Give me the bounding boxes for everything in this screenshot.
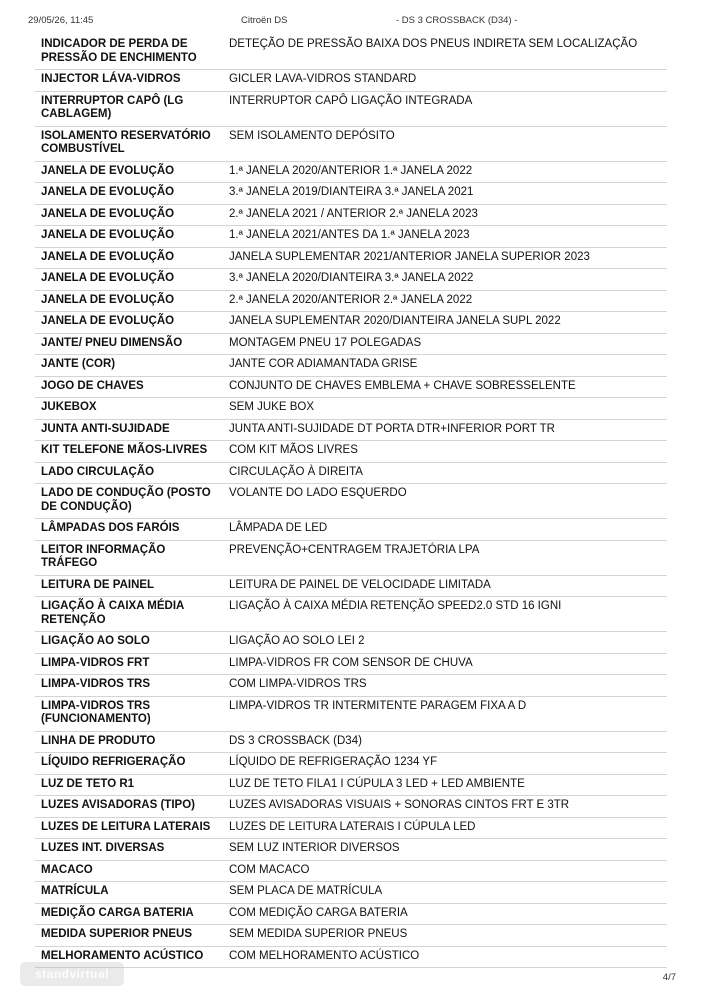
spec-row bbox=[35, 925, 667, 947]
spec-key: LUZ DE TETO R1 bbox=[35, 774, 223, 796]
spec-row bbox=[35, 376, 667, 398]
spec-key: LUZES INT. DIVERSAS bbox=[35, 839, 223, 861]
spec-row bbox=[35, 860, 667, 882]
spec-value: DETEÇÃO DE PRESSÃO BAIXA DOS PNEUS INDIRETA SEM LOCALIZAÇÃO bbox=[223, 35, 667, 70]
spec-value: GICLER LAVA-VIDROS STANDARD bbox=[223, 70, 667, 92]
spec-value: MONTAGEM PNEU 17 POLEGADAS bbox=[223, 333, 667, 355]
spec-key: LIGAÇÃO AO SOLO bbox=[35, 632, 223, 654]
spec-key: LEITOR INFORMAÇÃO TRÁFEGO bbox=[35, 540, 223, 575]
spec-value: LIGAÇÃO AO SOLO LEI 2 bbox=[223, 632, 667, 654]
spec-key: LIMPA-VIDROS TRS bbox=[35, 675, 223, 697]
spec-key: INTERRUPTOR CAPÔ (LG CABLAGEM) bbox=[35, 91, 223, 126]
spec-value: JANTE COR ADIAMANTADA GRISE bbox=[223, 355, 667, 377]
spec-value: 1.ª JANELA 2020/ANTERIOR 1.ª JANELA 2022 bbox=[223, 161, 667, 183]
spec-key: MATRÍCULA bbox=[35, 882, 223, 904]
spec-value: LIMPA-VIDROS FR COM SENSOR DE CHUVA bbox=[223, 653, 667, 675]
spec-row bbox=[35, 398, 667, 420]
spec-row bbox=[35, 247, 667, 269]
spec-row bbox=[35, 903, 667, 925]
spec-row bbox=[35, 70, 667, 92]
spec-value: 1.ª JANELA 2021/ANTES DA 1.ª JANELA 2023 bbox=[223, 226, 667, 248]
spec-value: LÂMPADA DE LED bbox=[223, 519, 667, 541]
spec-table-body bbox=[35, 35, 667, 968]
spec-value: PREVENÇÃO+CENTRAGEM TRAJETÓRIA LPA bbox=[223, 540, 667, 575]
spec-row bbox=[35, 731, 667, 753]
spec-value: LUZ DE TETO FILA1 I CÚPULA 3 LED + LED AMBIENTE bbox=[223, 774, 667, 796]
spec-key: LIMPA-VIDROS FRT bbox=[35, 653, 223, 675]
spec-row bbox=[35, 575, 667, 597]
spec-row bbox=[35, 355, 667, 377]
spec-value: LUZES AVISADORAS VISUAIS + SONORAS CINTOS FRT E 3TR bbox=[223, 796, 667, 818]
spec-value: DS 3 CROSSBACK (D34) bbox=[223, 731, 667, 753]
spec-key: INJECTOR LÁVA-VIDROS bbox=[35, 70, 223, 92]
spec-key: ISOLAMENTO RESERVATÓRIO COMBUSTÍVEL bbox=[35, 126, 223, 161]
spec-value: JANELA SUPLEMENTAR 2020/DIANTEIRA JANELA SUPL 2022 bbox=[223, 312, 667, 334]
spec-row bbox=[35, 946, 667, 968]
spec-row bbox=[35, 817, 667, 839]
spec-value: 3.ª JANELA 2020/DIANTEIRA 3.ª JANELA 2022 bbox=[223, 269, 667, 291]
spec-row bbox=[35, 226, 667, 248]
spec-row bbox=[35, 597, 667, 632]
spec-key: LADO CIRCULAÇÃO bbox=[35, 462, 223, 484]
spec-key: LEITURA DE PAINEL bbox=[35, 575, 223, 597]
spec-row bbox=[35, 290, 667, 312]
spec-row bbox=[35, 540, 667, 575]
spec-value: LIGAÇÃO À CAIXA MÉDIA RETENÇÃO SPEED2.0 STD 16 IGNI bbox=[223, 597, 667, 632]
spec-key: MEDIDA SUPERIOR PNEUS bbox=[35, 925, 223, 947]
spec-value: 2.ª JANELA 2020/ANTERIOR 2.ª JANELA 2022 bbox=[223, 290, 667, 312]
spec-key: KIT TELEFONE MÃOS-LIVRES bbox=[35, 441, 223, 463]
spec-row bbox=[35, 774, 667, 796]
watermark-logo: standvirtual bbox=[20, 962, 124, 986]
spec-row bbox=[35, 333, 667, 355]
print-site-name: Citroën DS bbox=[241, 15, 288, 26]
spec-key: JUNTA ANTI-SUJIDADE bbox=[35, 419, 223, 441]
spec-value: 2.ª JANELA 2021 / ANTERIOR 2.ª JANELA 2023 bbox=[223, 204, 667, 226]
spec-row bbox=[35, 753, 667, 775]
spec-key: INDICADOR DE PERDA DE PRESSÃO DE ENCHIMENTO bbox=[35, 35, 223, 70]
spec-row bbox=[35, 675, 667, 697]
spec-row bbox=[35, 796, 667, 818]
spec-value: COM KIT MÃOS LIVRES bbox=[223, 441, 667, 463]
spec-value: INTERRUPTOR CAPÔ LIGAÇÃO INTEGRADA bbox=[223, 91, 667, 126]
spec-row bbox=[35, 462, 667, 484]
spec-key: JUKEBOX bbox=[35, 398, 223, 420]
spec-key: LUZES DE LEITURA LATERAIS bbox=[35, 817, 223, 839]
spec-value: SEM ISOLAMENTO DEPÓSITO bbox=[223, 126, 667, 161]
spec-row bbox=[35, 161, 667, 183]
spec-row bbox=[35, 126, 667, 161]
spec-key: JANELA DE EVOLUÇÃO bbox=[35, 183, 223, 205]
spec-key: JANELA DE EVOLUÇÃO bbox=[35, 290, 223, 312]
spec-value: JUNTA ANTI-SUJIDADE DT PORTA DTR+INFERIOR PORT TR bbox=[223, 419, 667, 441]
spec-key: LÍQUIDO REFRIGERAÇÃO bbox=[35, 753, 223, 775]
spec-key: JANTE (COR) bbox=[35, 355, 223, 377]
spec-value: SEM PLACA DE MATRÍCULA bbox=[223, 882, 667, 904]
page-number: 4/7 bbox=[662, 972, 676, 983]
spec-key: MEDIÇÃO CARGA BATERIA bbox=[35, 903, 223, 925]
spec-value: SEM LUZ INTERIOR DIVERSOS bbox=[223, 839, 667, 861]
spec-key: JOGO DE CHAVES bbox=[35, 376, 223, 398]
spec-value: COM MELHORAMENTO ACÚSTICO bbox=[223, 946, 667, 968]
spec-row bbox=[35, 484, 667, 519]
spec-row bbox=[35, 269, 667, 291]
spec-key: JANELA DE EVOLUÇÃO bbox=[35, 204, 223, 226]
spec-row bbox=[35, 312, 667, 334]
spec-value: LUZES DE LEITURA LATERAIS I CÚPULA LED bbox=[223, 817, 667, 839]
spec-row bbox=[35, 204, 667, 226]
spec-key: JANELA DE EVOLUÇÃO bbox=[35, 247, 223, 269]
spec-row bbox=[35, 839, 667, 861]
spec-row bbox=[35, 35, 667, 70]
spec-value: COM MACACO bbox=[223, 860, 667, 882]
spec-key: LÂMPADAS DOS FARÓIS bbox=[35, 519, 223, 541]
print-header bbox=[0, 15, 707, 29]
spec-row bbox=[35, 632, 667, 654]
spec-row bbox=[35, 441, 667, 463]
spec-value: COM LIMPA-VIDROS TRS bbox=[223, 675, 667, 697]
spec-key: JANTE/ PNEU DIMENSÃO bbox=[35, 333, 223, 355]
spec-row bbox=[35, 882, 667, 904]
spec-key: LIGAÇÃO À CAIXA MÉDIA RETENÇÃO bbox=[35, 597, 223, 632]
spec-value: 3.ª JANELA 2019/DIANTEIRA 3.ª JANELA 2021 bbox=[223, 183, 667, 205]
spec-key: LADO DE CONDUÇÃO (POSTO DE CONDUÇÃO) bbox=[35, 484, 223, 519]
spec-value: SEM MEDIDA SUPERIOR PNEUS bbox=[223, 925, 667, 947]
print-datetime: 29/05/26, 11:45 bbox=[28, 15, 94, 26]
spec-row bbox=[35, 653, 667, 675]
spec-value: SEM JUKE BOX bbox=[223, 398, 667, 420]
spec-key: JANELA DE EVOLUÇÃO bbox=[35, 269, 223, 291]
spec-row bbox=[35, 91, 667, 126]
spec-value: LÍQUIDO DE REFRIGERAÇÃO 1234 YF bbox=[223, 753, 667, 775]
print-document-title: - DS 3 CROSSBACK (D34) - bbox=[396, 15, 518, 26]
spec-value: VOLANTE DO LADO ESQUERDO bbox=[223, 484, 667, 519]
spec-key: LINHA DE PRODUTO bbox=[35, 731, 223, 753]
spec-value: LEITURA DE PAINEL DE VELOCIDADE LIMITADA bbox=[223, 575, 667, 597]
spec-key: MACACO bbox=[35, 860, 223, 882]
spec-value: LIMPA-VIDROS TR INTERMITENTE PARAGEM FIXA A D bbox=[223, 696, 667, 731]
spec-key: LIMPA-VIDROS TRS (FUNCIONAMENTO) bbox=[35, 696, 223, 731]
spec-row bbox=[35, 183, 667, 205]
spec-value: CONJUNTO DE CHAVES EMBLEMA + CHAVE SOBRESSELENTE bbox=[223, 376, 667, 398]
spec-value: COM MEDIÇÃO CARGA BATERIA bbox=[223, 903, 667, 925]
spec-value: JANELA SUPLEMENTAR 2021/ANTERIOR JANELA SUPERIOR 2023 bbox=[223, 247, 667, 269]
spec-key: JANELA DE EVOLUÇÃO bbox=[35, 312, 223, 334]
spec-table bbox=[35, 35, 667, 968]
spec-key: JANELA DE EVOLUÇÃO bbox=[35, 226, 223, 248]
spec-row bbox=[35, 519, 667, 541]
spec-key: JANELA DE EVOLUÇÃO bbox=[35, 161, 223, 183]
spec-row bbox=[35, 696, 667, 731]
spec-key: MELHORAMENTO ACÚSTICO bbox=[35, 946, 223, 968]
spec-value: CIRCULAÇÃO À DIREITA bbox=[223, 462, 667, 484]
spec-key: LUZES AVISADORAS (TIPO) bbox=[35, 796, 223, 818]
spec-row bbox=[35, 419, 667, 441]
